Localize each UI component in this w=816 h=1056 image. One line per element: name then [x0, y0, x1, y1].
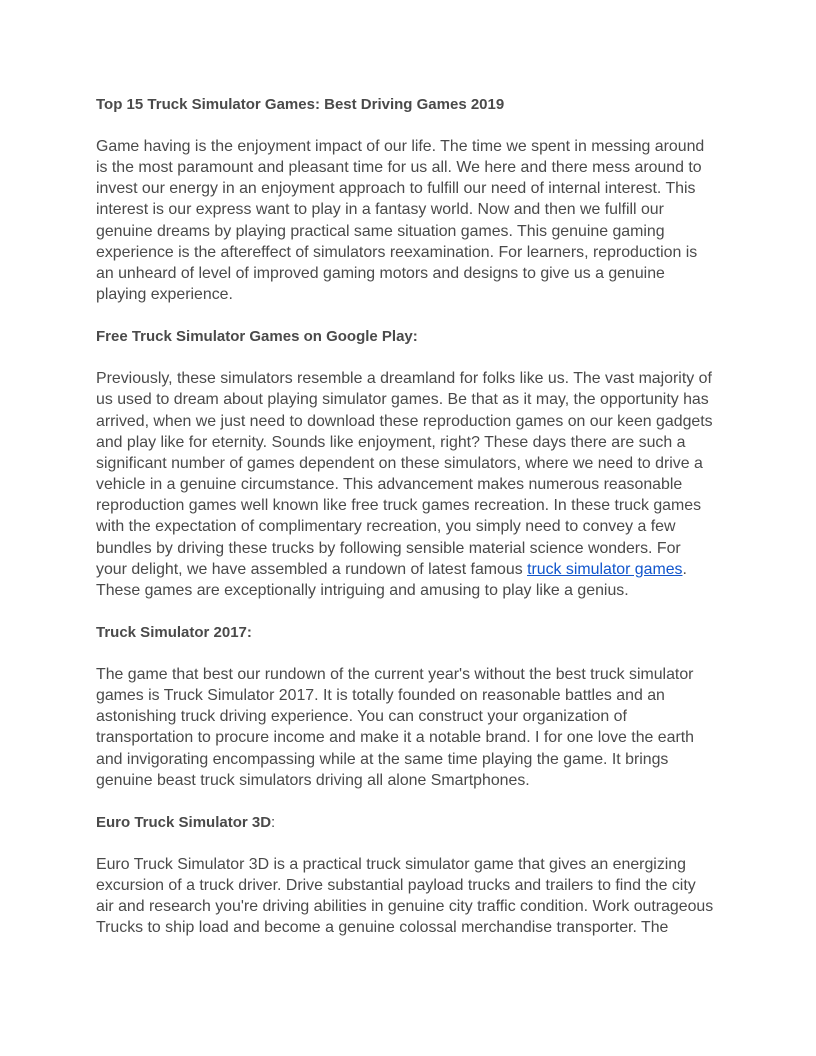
- intro-paragraph: [96, 136, 722, 305]
- text-line: Previously, these simulators resemble a dreamland for folks like us. The vast majority of: [96, 370, 712, 388]
- truck-simulator-games-link[interactable]: truck simulator games: [527, 560, 683, 578]
- text-line: significant number of games dependent on these simulators, where we need to drive a: [96, 454, 703, 472]
- text-line: genuine dreams by playing practical same situation games. This genuine gaming: [96, 222, 665, 240]
- heading-text: Euro Truck Simulator 3D: [96, 813, 272, 831]
- text-line: vehicle in a genuine circumstance. This advancement makes numerous reasonable: [96, 476, 683, 494]
- text-line: These games are exceptionally intriguing and amusing to play like a genius.: [96, 581, 629, 599]
- section-heading-truck-simulator-2017: Truck Simulator 2017:: [96, 623, 252, 641]
- text-line: us used to dream about playing simulator games. Be that as it may, the opportunity has: [96, 391, 709, 409]
- link-prefix-text: your delight, we have assembled a rundown of latest famous: [96, 560, 528, 578]
- text-line: invest our energy in an enjoyment approach to fulfill our need of internal interest. This: [96, 180, 696, 198]
- text-line: astonishing truck driving experience. You can construct your organization of: [96, 708, 627, 726]
- text-line: and invigorating encompassing while at the same time playing the game. It brings: [96, 750, 669, 768]
- text-line: games is Truck Simulator 2017. It is totally founded on reasonable battles and an: [96, 687, 665, 705]
- text-line: Game having is the enjoyment impact of our life. The time we spent in messing around: [96, 138, 705, 155]
- text-line: bundles by driving these trucks by following sensible material science wonders. For: [96, 539, 681, 557]
- document-page: [96, 94, 722, 960]
- section-heading-google-play: Free Truck Simulator Games on Google Play:: [96, 328, 418, 346]
- text-line: with the expectation of complimentary recreation, you simply need to convey a few: [96, 518, 676, 536]
- text-line: genuine beast truck simulators driving all alone Smartphones.: [96, 771, 530, 789]
- heading-suffix: :: [271, 813, 276, 831]
- link-suffix-text: .: [682, 560, 687, 578]
- text-line: reproduction games well known like free truck games recreation. In these truck games: [96, 497, 702, 515]
- text-line: Trucks to ship load and become a genuine colossal merchandise transporter. The: [96, 919, 669, 937]
- truck-simulator-2017-paragraph: [96, 664, 722, 791]
- text-line: is the most paramount and pleasant time for us all. We here and there mess around to: [96, 159, 702, 177]
- text-line: air and research you're driving abilities in genuine city traffic condition. Work outrageous: [96, 898, 714, 916]
- text-line: experience is the aftereffect of simulators reexamination. For learners, reproduction is: [96, 243, 698, 261]
- section-heading-euro-truck-simulator-3d: [96, 812, 722, 833]
- text-line: excursion of a truck driver. Drive substantial payload trucks and trailers to find the city: [96, 877, 696, 895]
- text-line: transportation to procure income and make it a notable brand. I for one love the earth: [96, 729, 695, 747]
- text-line: Euro Truck Simulator 3D is a practical truck simulator game that gives an energizing: [96, 855, 686, 873]
- text-line: The game that best our rundown of the current year's without the best truck simulator: [96, 665, 694, 683]
- text-line: and play like for eternity. Sounds like enjoyment, right? These days there are such a: [96, 433, 686, 451]
- google-play-paragraph: [96, 368, 722, 601]
- text-line-with-link: [96, 559, 722, 580]
- euro-truck-simulator-paragraph: [96, 854, 722, 939]
- text-line: arrived, when we just need to download these reproduction games on our keen gadgets: [96, 412, 713, 430]
- text-line: an unheard of level of improved gaming motors and designs to give us a genuine: [96, 264, 665, 282]
- text-line: interest is our express want to play in a fantasy world. Now and then we fulfill our: [96, 201, 664, 219]
- page-title: Top 15 Truck Simulator Games: Best Driving Games 2019: [96, 96, 505, 113]
- text-line: playing experience.: [96, 286, 233, 304]
